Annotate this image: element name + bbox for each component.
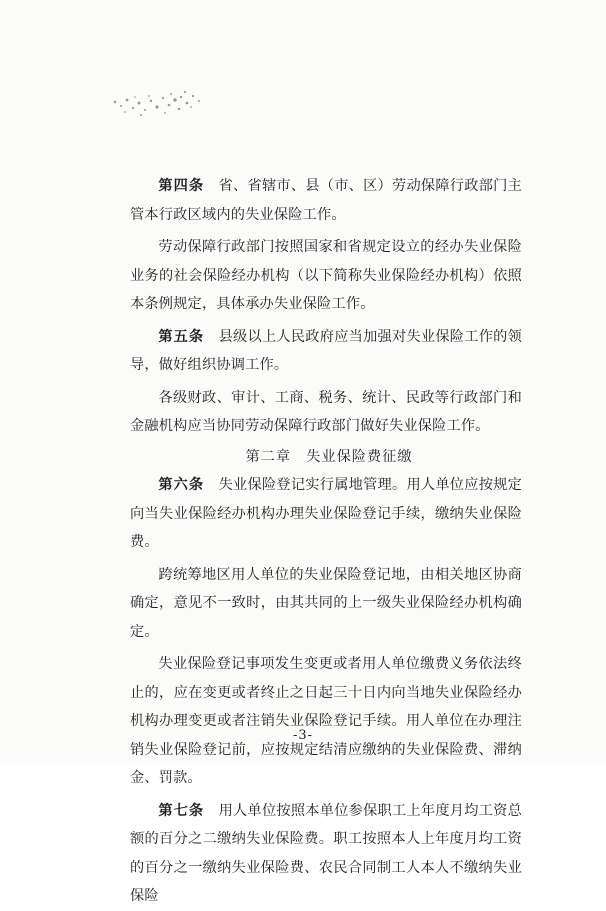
article-5-paragraph-2	[130, 384, 522, 441]
scan-smudge-mark	[105, 88, 215, 128]
article-4-paragraph-2	[130, 233, 522, 319]
paragraph-text: 省、省辖市、县（市、区）劳动保障行政部门主管本行政区域内的失业保险工作。	[130, 178, 522, 223]
article-label: 第七条	[158, 802, 205, 819]
paragraph-text: 失业保险登记事项发生变更或者用人单位缴费义务依法终止的，应在变更或者终止之日起三十日内向当地失业保险经办机构办理变更或者注销失业保险登记手续。用人单位在办理注销失业保险登记前，应按规定结清应缴纳的失业保险费、滞纳金、罚款。	[130, 656, 522, 786]
article-label: 第五条	[158, 328, 205, 345]
paragraph-text: 跨统筹地区用人单位的失业保险登记地，由相关地区协商确定，意见不一致时，由其共同的上一级失业保险经办机构确定。	[130, 566, 522, 640]
paragraph-text: 失业保险登记实行属地管理。用人单位应按规定向当失业保险经办机构办理失业保险登记手续，缴纳失业保险费。	[130, 477, 522, 550]
article-5-paragraph	[130, 323, 522, 380]
document-body	[130, 172, 522, 911]
paragraph-text: 县级以上人民政府应当加强对失业保险工作的领导，做好组织协调工作。	[130, 328, 522, 373]
chapter-title: 第二章 失业保险费征缴	[245, 448, 413, 465]
paragraph-text: 各级财政、审计、工商、税务、统计、民政等行政部门和金融机构应当协同劳动保障行政部门做好失业保险工作。	[130, 389, 522, 434]
article-6-paragraph	[130, 471, 522, 557]
paragraph-text: 劳动保障行政部门按照国家和省规定设立的经办失业保险业务的社会保险经办机构（以下简称失业保险经办机构）依照本条例规定，具体承办失业保险工作。	[130, 239, 522, 312]
article-6-paragraph-2	[130, 561, 522, 647]
article-7-paragraph	[130, 797, 522, 911]
paragraph-text: 用人单位按照本单位参保职工上年度月均工资总额的百分之二缴纳失业保险费。职工按照本人上年度月均工资的百分之一缴纳失业保险费、农民合同制工人本人不缴纳失业保险	[130, 802, 522, 904]
article-label: 第四条	[158, 178, 205, 194]
page-number: -3-	[292, 728, 314, 743]
article-4-paragraph	[130, 172, 522, 229]
article-6-paragraph-3	[130, 650, 522, 793]
article-label: 第六条	[158, 477, 205, 493]
